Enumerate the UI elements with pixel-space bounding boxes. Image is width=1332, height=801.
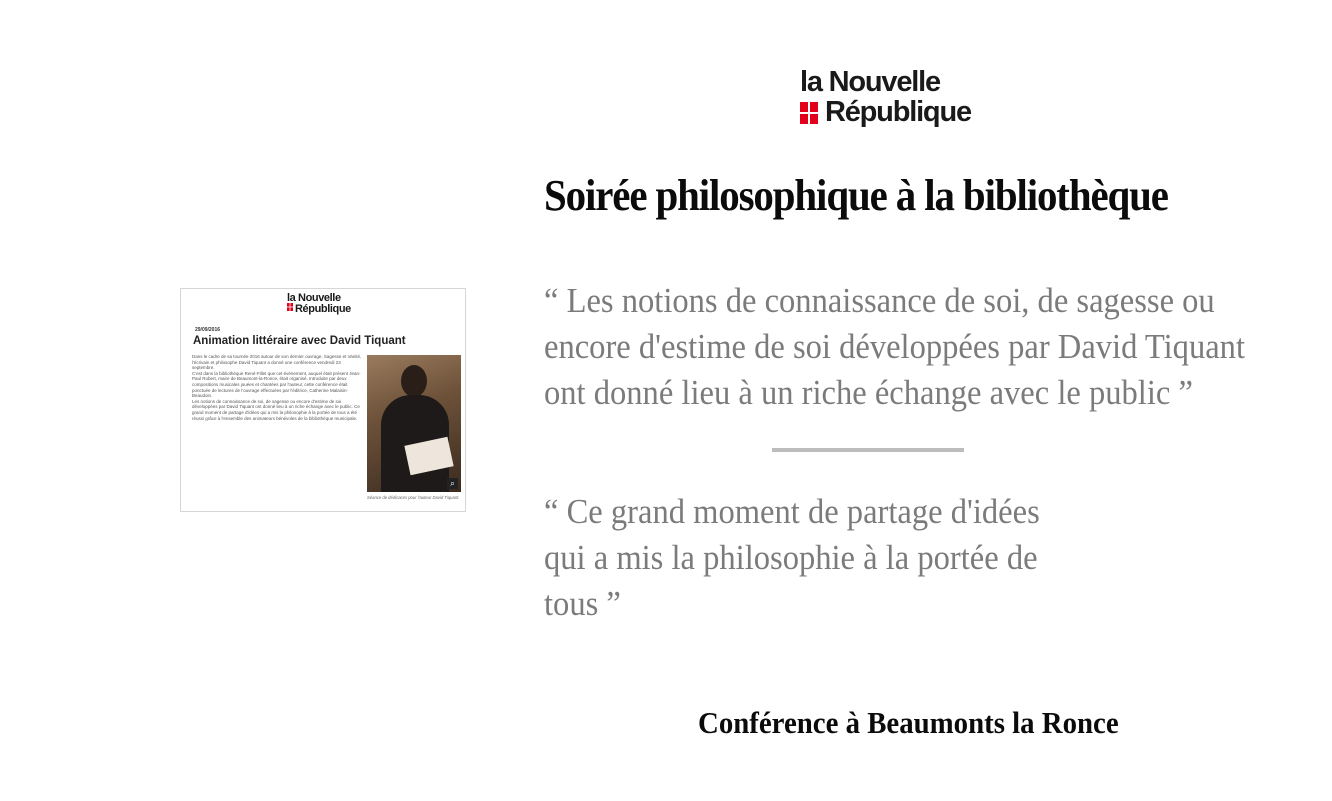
thumbnail-logo-line1: la Nouvelle (287, 292, 341, 304)
article-date: 29/09/2016 (195, 327, 221, 333)
newspaper-logo (800, 68, 1005, 130)
article-paragraph: Les notions de connaissance de soi, de sagesse ou encore d'estime de soi développées par David Tiquant ont donné lieu à un riche échange avec le public. Ce grand moment de partage d'idées qui a mis la philosophie à la portée de tous a été réussi grâce à l'ensemble des animateurs bénévoles de la bibliothèque municipale. (192, 398, 360, 421)
quote-2: “ Ce grand moment de partage d'idées qui a mis la philosophie à la portée de tous ” (544, 492, 1040, 623)
quote-divider (772, 448, 964, 452)
thumbnail-logo-line2: République (295, 303, 351, 315)
logo-mark-icon (800, 102, 818, 124)
author-photo (367, 355, 461, 492)
logo-line1: la Nouvelle (800, 66, 940, 98)
event-caption: Conférence à Beaumonts la Ronce (698, 705, 1119, 740)
article-paragraph: Dans le cadre de sa tournée 2016 autour de son dernier ouvrage, Sagesse et Vanité, l'écrivain et philosophe David Tiquant a donné une conférence vendredi 23 septembre. (192, 354, 362, 371)
magnifier-icon[interactable]: ⌕ (447, 478, 458, 489)
photo-person-head (401, 365, 427, 397)
quote-1: “ Les notions de connaissance de soi, de sagesse ou encore d'estime de soi développées par David Tiquant ont donné lieu à un riche échange avec le public ” (544, 281, 1246, 412)
article-paragraph: C'est dans la bibliothèque René-Fillet que cet événement, auquel était présent Jean-Paul Robert, maire de Beaumont-la-Ronce, était organisé. Introduite par deux compositions musicales jouées et chantées par l'auteur, cette conférence était ponctuée de lectures de l'ouvrage effectuées par l'éditrice, Catherine Malaisin-Beaudoin. (192, 370, 361, 399)
article-body (192, 354, 362, 421)
headline: Soirée philosophique à la bibliothèque (544, 171, 1168, 220)
thumbnail-logo (287, 293, 351, 315)
article-thumbnail[interactable] (180, 288, 466, 512)
logo-line2: République (825, 96, 971, 128)
article-title: Animation littéraire avec David Tiquant (193, 335, 406, 347)
photo-caption: Séance de dédicaces pour l'auteur David Tiquant. (367, 495, 460, 500)
